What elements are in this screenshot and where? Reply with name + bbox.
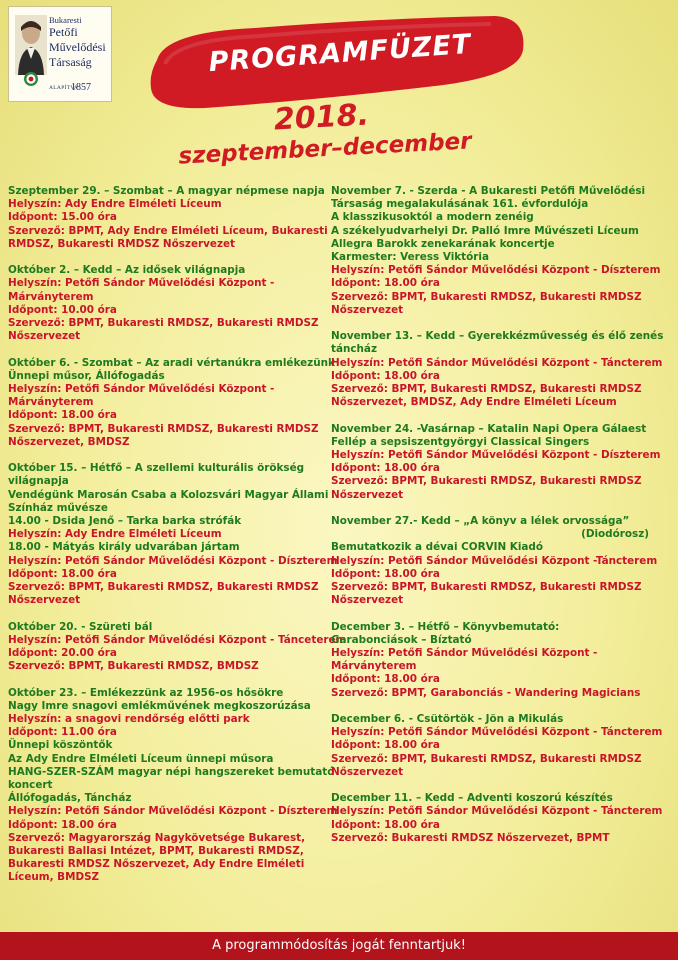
event-detail-line: Időpont: 18.00 óra xyxy=(331,369,440,382)
event-title-line: Ünnepi köszöntők xyxy=(8,739,113,752)
event-title-line: November 27.- Kedd – „A könyv a lélek orvossága” xyxy=(331,515,630,528)
event-detail-line: Helyszín: Petőfi Sándor Művelődési Központ - xyxy=(8,277,275,290)
footer-notice: A programmódosítás jogát fenntartjuk! xyxy=(0,932,678,960)
program-period: szeptember–december xyxy=(177,128,473,170)
event-detail-line: Helyszín: Petőfi Sándor Művelődési Központ - Díszterem xyxy=(331,264,661,277)
event-detail-line: Líceum, BMDSZ xyxy=(8,871,100,884)
event-detail-line: Szervező: Magyarország Nagykövetsége Bukarest, xyxy=(8,831,306,844)
event-detail-line: Nőszervezet xyxy=(331,594,404,607)
event-title-line: A székelyudvarhelyi Dr. Palló Imre Művészeti Líceum xyxy=(331,224,639,237)
logo-top-line: Bukaresti xyxy=(49,15,82,25)
event-detail-line: Helyszín: Ady Endre Elméleti Líceum xyxy=(8,528,222,541)
event-detail-line: Szervező: BPMT, Bukaresti RMDSZ, Bukaresti RMDSZ xyxy=(331,475,642,488)
event-detail-line: Nőszervezet xyxy=(8,594,81,607)
event-title-line: Október 2. – Kedd – Az idősek világnapja xyxy=(8,264,246,277)
event-detail-line: Szervező: BPMT, Bukaresti RMDSZ, BMDSZ xyxy=(8,660,259,673)
event-title-line: (Diodórosz) xyxy=(581,528,649,541)
event-detail-line: Márványterem xyxy=(8,396,94,409)
event-detail-line: Szervező: BPMT, Ady Endre Elméleti Líceum, Bukaresti xyxy=(8,224,328,237)
event-detail-line: Márványterem xyxy=(331,660,417,673)
program-year: 2018. xyxy=(273,97,370,138)
event-title-line: Október 6. - Szombat – Az aradi vértanúkra emlékezünk xyxy=(8,356,335,369)
event-entry xyxy=(8,185,326,251)
event-entry xyxy=(331,330,671,409)
event-title-line: 14.00 - Dsida Jenő – Tarka barka strófák xyxy=(8,515,242,528)
logo-society-name: Petőfi Művelődési Társaság xyxy=(49,25,106,69)
event-title-line: December 3. – Hétfő – Könyvbemutató: xyxy=(331,620,560,633)
event-detail-line: Időpont: 18.00 óra xyxy=(331,277,440,290)
event-title-line: A klasszikusoktól a modern zenéig xyxy=(331,211,534,224)
event-entry xyxy=(8,356,335,449)
event-title-line: táncház xyxy=(331,343,377,356)
event-entry xyxy=(331,713,671,779)
event-detail-line: Szervező: BPMT, Bukaresti RMDSZ, Bukaresti RMDSZ xyxy=(8,581,319,594)
petofi-portrait-icon xyxy=(15,15,47,87)
event-detail-line: Márványterem xyxy=(8,290,94,303)
event-detail-line: Nőszervezet xyxy=(8,330,81,343)
event-detail-line: Bukaresti Ballasi Intézet, BPMT, Bukaresti RMDSZ, xyxy=(8,845,304,858)
event-title-line: Karmester: Veress Viktória xyxy=(331,251,489,264)
event-detail-line: Szervező: Bukaresti RMDSZ Nőszervezet, BPMT xyxy=(331,831,610,844)
event-title-line: November 24. -Vasárnap – Katalin Napi Opera Gálaest xyxy=(331,422,647,435)
event-detail-line: Bukaresti RMDSZ Nőszervezet, Ady Endre Elméleti xyxy=(8,858,305,871)
event-title-line: Bemutatkozik a dévai CORVIN Kiadó xyxy=(331,541,544,554)
event-entry xyxy=(331,515,671,607)
event-entry xyxy=(8,686,338,885)
event-title-line: Állófogadás, Táncház xyxy=(8,792,132,805)
event-title-line: December 6. - Csütörtök - Jön a Mikulás xyxy=(331,713,564,726)
event-title-line: Allegra Barokk zenekarának koncertje xyxy=(331,237,555,250)
event-title-line: Október 20. - Szüreti bál xyxy=(8,620,153,633)
event-detail-line: Nőszervezet xyxy=(331,303,404,316)
event-detail-line: Időpont: 18.00 óra xyxy=(8,409,117,422)
event-detail-line: Szervező: BPMT, Bukaresti RMDSZ, Bukaresti RMDSZ xyxy=(8,422,319,435)
event-detail-line: Helyszín: Petőfi Sándor Művelődési Központ - Tánceterem xyxy=(8,633,347,646)
event-detail-line: Időpont: 10.00 óra xyxy=(8,303,117,316)
program-title: PROGRAMFÜZET xyxy=(207,28,473,79)
event-entry xyxy=(8,462,338,607)
event-detail-line: Szervező: BPMT, Garabonciás - Wandering Magicians xyxy=(331,686,641,699)
event-detail-line: Szervező: BPMT, Bukaresti RMDSZ, Bukaresti RMDSZ xyxy=(331,290,642,303)
event-title-line: világnapja xyxy=(8,475,69,488)
society-logo xyxy=(8,6,112,102)
event-entry xyxy=(331,185,671,317)
event-title-line: Október 15. – Hétfő – A szellemi kulturális örökség xyxy=(8,462,305,475)
logo-founded-label: ALAPÍTVA xyxy=(49,85,79,91)
event-title-line: November 7. - Szerda - A Bukaresti Petőfi Művelődési xyxy=(331,185,646,197)
event-detail-line: Nőszervezet xyxy=(331,488,404,501)
event-detail-line: Helyszín: Ady Endre Elméleti Líceum xyxy=(8,198,222,211)
event-detail-line: Helyszín: Petőfi Sándor Művelődési Központ -Táncterem xyxy=(331,554,658,567)
event-detail-line: Nőszervezet xyxy=(331,765,404,778)
event-title-line: December 11. – Kedd – Adventi koszorú készítés xyxy=(331,792,613,805)
event-entry xyxy=(8,620,347,674)
event-detail-line: Időpont: 18.00 óra xyxy=(331,818,440,831)
event-detail-line: Szervező: BPMT, Bukaresti RMDSZ, Bukaresti RMDSZ xyxy=(331,752,642,765)
event-title-line: Az Ady Endre Elméleti Líceum ünnepi műsora xyxy=(8,752,274,765)
event-detail-line: Időpont: 18.00 óra xyxy=(8,818,117,831)
event-title-line: Ünnepi műsor, Állófogadás xyxy=(8,369,165,382)
event-detail-line: Helyszín: Petőfi Sándor Művelődési Központ - Táncterem xyxy=(331,356,663,369)
event-detail-line: Helyszín: a snagovi rendőrség előtti park xyxy=(8,713,250,726)
event-detail-line: Helyszín: Petőfi Sándor Művelődési Központ - xyxy=(8,383,275,396)
event-entry xyxy=(331,423,671,502)
event-entry xyxy=(331,621,671,700)
event-title-line: Fellép a sepsiszentgyörgyi Classical Singers xyxy=(331,435,590,448)
event-detail-line: Időpont: 20.00 óra xyxy=(8,647,117,660)
event-detail-line: Időpont: 18.00 óra xyxy=(331,673,440,686)
event-detail-line: Nőszervezet, BMDSZ xyxy=(8,435,130,448)
event-detail-line: Időpont: 11.00 óra xyxy=(8,726,117,739)
event-detail-line: Nőszervezet, BMDSZ, Ady Endre Elméleti Líceum xyxy=(331,396,617,409)
event-detail-line: Időpont: 18.00 óra xyxy=(331,567,440,580)
event-detail-line: Helyszín: Petőfi Sándor Művelődési Központ - xyxy=(331,647,598,660)
event-title-line: Színház művésze xyxy=(8,501,108,514)
event-detail-line: Szervező: BPMT, Bukaresti RMDSZ, Bukaresti RMDSZ xyxy=(331,383,642,396)
event-title-line: 18.00 - Mátyás király udvarában jártam xyxy=(8,541,240,554)
event-title-line: November 13. – Kedd – Gyerekkézművesség és élő zenés xyxy=(331,330,664,343)
event-detail-line: Helyszín: Petőfi Sándor Művelődési Központ - Díszterem xyxy=(8,554,338,567)
event-detail-line: Helyszín: Petőfi Sándor Művelődési Központ - Táncterem xyxy=(331,726,663,739)
event-title-line: Garabonciások – Bíztató xyxy=(331,633,472,646)
event-title-line: Vendégünk Marosán Csaba a Kolozsvári Magyar Állami xyxy=(8,488,329,501)
event-title-line: koncert xyxy=(8,779,53,792)
event-detail-line: Időpont: 18.00 óra xyxy=(331,462,440,475)
event-detail-line: Szervező: BPMT, Bukaresti RMDSZ, Bukaresti RMDSZ xyxy=(8,317,319,330)
event-title-line: HANG-SZER-SZÁM magyar népi hangszereket bemutató xyxy=(8,765,335,778)
event-entry xyxy=(331,792,671,845)
event-title-line: Társaság megalakulásának 161. évfordulója xyxy=(331,198,589,211)
event-entry xyxy=(8,264,326,343)
event-detail-line: Időpont: 18.00 óra xyxy=(331,739,440,752)
event-title-line: Nagy Imre snagovi emlékművének megkoszorúzása xyxy=(8,699,311,712)
event-detail-line: Helyszín: Petőfi Sándor Művelődési Központ - Táncterem xyxy=(331,805,663,818)
event-detail-line: Időpont: 18.00 óra xyxy=(8,567,117,580)
event-detail-line: Szervező: BPMT, Bukaresti RMDSZ, Bukaresti RMDSZ xyxy=(331,581,642,594)
event-title-line: Október 23. – Emlékezzünk az 1956-os hősökre xyxy=(8,686,284,699)
event-title-line: Szeptember 29. – Szombat – A magyar népmese napja xyxy=(8,185,325,197)
event-detail-line: Helyszín: Petőfi Sándor Művelődési Központ - Díszterem xyxy=(8,805,338,818)
right-events-column xyxy=(331,185,671,858)
logo-founded-year: 1857 xyxy=(71,82,91,93)
event-detail-line: RMDSZ, Bukaresti RMDSZ Nőszervezet xyxy=(8,237,236,250)
left-events-column xyxy=(8,185,347,898)
event-detail-line: Időpont: 15.00 óra xyxy=(8,211,117,224)
event-detail-line: Helyszín: Petőfi Sándor Művelődési Központ - Díszterem xyxy=(331,449,661,462)
